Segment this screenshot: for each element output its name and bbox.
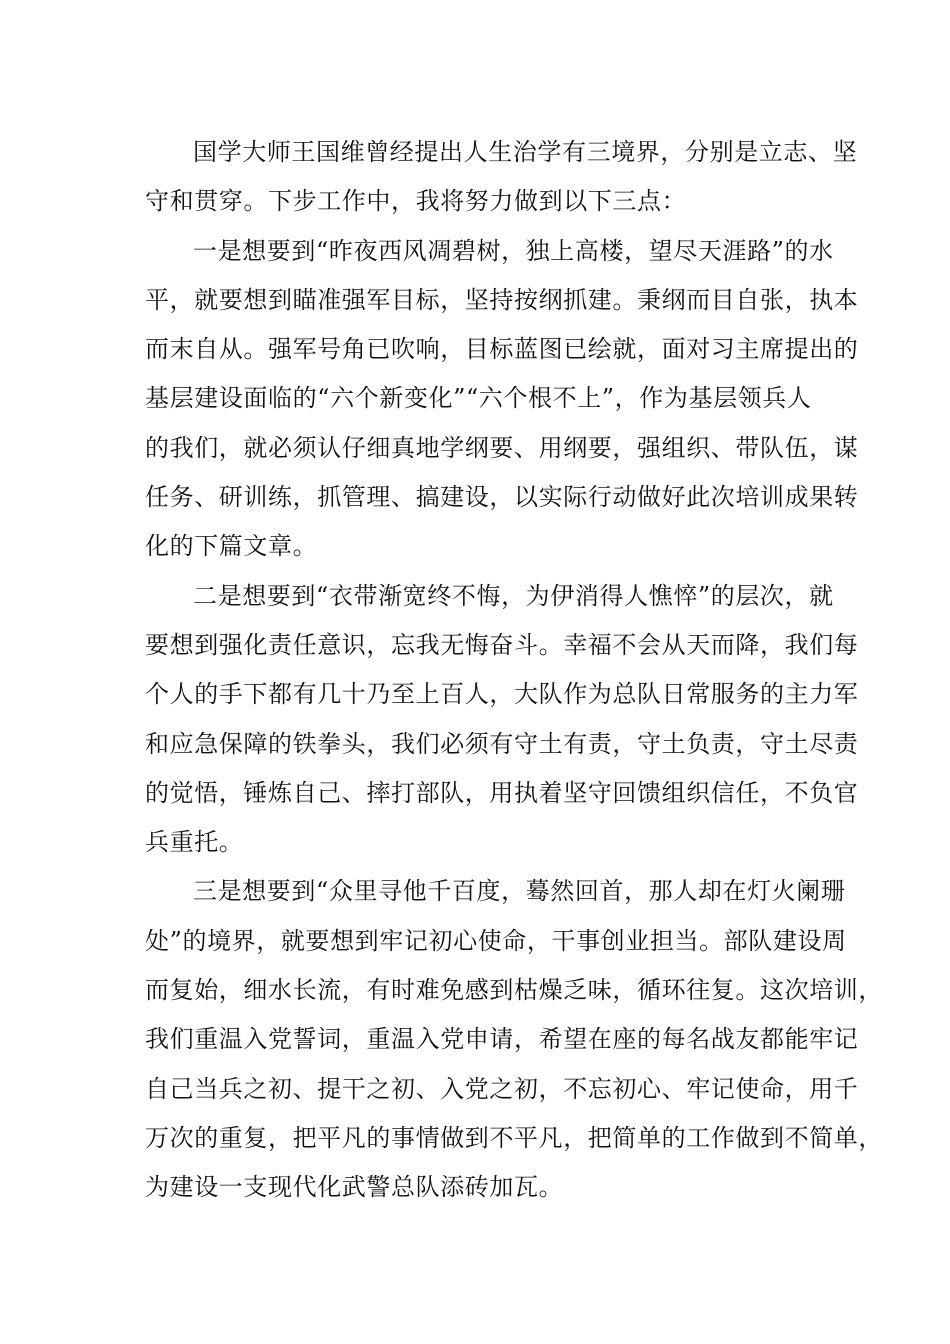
- paragraph-1-line-2: 守和贯穿。下步工作中，我将努力做到以下三点：: [145, 187, 687, 216]
- paragraph-2-line-3: 而末自从。强军号角已吹响，目标蓝图已绘就，面对习主席提出的: [145, 335, 859, 364]
- paragraph-2-line-1: 一是想要到“昨夜西风凋碧树，独上高楼，望尽天涯路”的水: [193, 236, 834, 265]
- paragraph-4-line-2: 处”的境界，就要想到牢记初心使命，干事创业担当。部队建设周: [145, 926, 847, 955]
- paragraph-3-line-1: 二是想要到“衣带渐宽终不悔，为伊消得人憔悴”的层次，就: [193, 581, 834, 610]
- paragraph-4-line-1: 三是想要到“众里寻他千百度，蓦然回首，那人却在灯火阑珊: [193, 877, 846, 906]
- paragraph-4-line-3: 而复始，细水长流，有时难免感到枯燥乏味，循环往复。这次培训，: [145, 976, 883, 1005]
- paragraph-4-line-6: 万次的重复，把平凡的事情做到不平凡，把简单的工作做到不简单，: [145, 1123, 883, 1152]
- paragraph-2-line-6: 任务、研训练，抓管理、搞建设，以实际行动做好此次培训成果转: [145, 483, 859, 512]
- paragraph-1-line-1: 国学大师王国维曾经提出人生治学有三境界，分别是立志、坚: [193, 138, 858, 166]
- paragraph-3-line-4: 和应急保障的铁拳头，我们必须有守土有责，守土负责，守土尽责: [145, 729, 859, 758]
- paragraph-2-line-7: 化的下篇文章。: [145, 532, 318, 561]
- paragraph-3-line-5: 的觉悟，锤炼自己、摔打部队，用执着坚守回馈组织信任，不负官: [145, 778, 859, 807]
- paragraph-4-line-5: 自己当兵之初、提干之初、入党之初，不忘初心、牢记使命，用千: [145, 1074, 859, 1103]
- paragraph-2-line-5: 的我们，就必须认仔细真地学纲要、用纲要，强组织、带队伍，谋: [145, 433, 859, 462]
- paragraph-3-line-6: 兵重托。: [145, 828, 244, 857]
- paragraph-2-line-2: 平，就要想到瞄准强军目标，坚持按纲抓建。秉纲而目自张，执本: [145, 285, 859, 314]
- paragraph-3-line-3: 个人的手下都有几十乃至上百人，大队作为总队日常服务的主力军: [145, 680, 859, 709]
- paragraph-2-line-4: 基层建设面临的“六个新变化”“六个根不上”，作为基层领兵人: [145, 384, 812, 413]
- paragraph-4-line-7: 为建设一支现代化武警总队添砖加瓦。: [145, 1173, 564, 1202]
- paragraph-3-line-2: 要想到强化责任意识，忘我无悔奋斗。幸福不会从天而降，我们每: [145, 630, 859, 659]
- document-body: [145, 128, 883, 1213]
- paragraph-4-line-4: 我们重温入党誓词，重温入党申请，希望在座的每名战友都能牢记: [145, 1025, 859, 1054]
